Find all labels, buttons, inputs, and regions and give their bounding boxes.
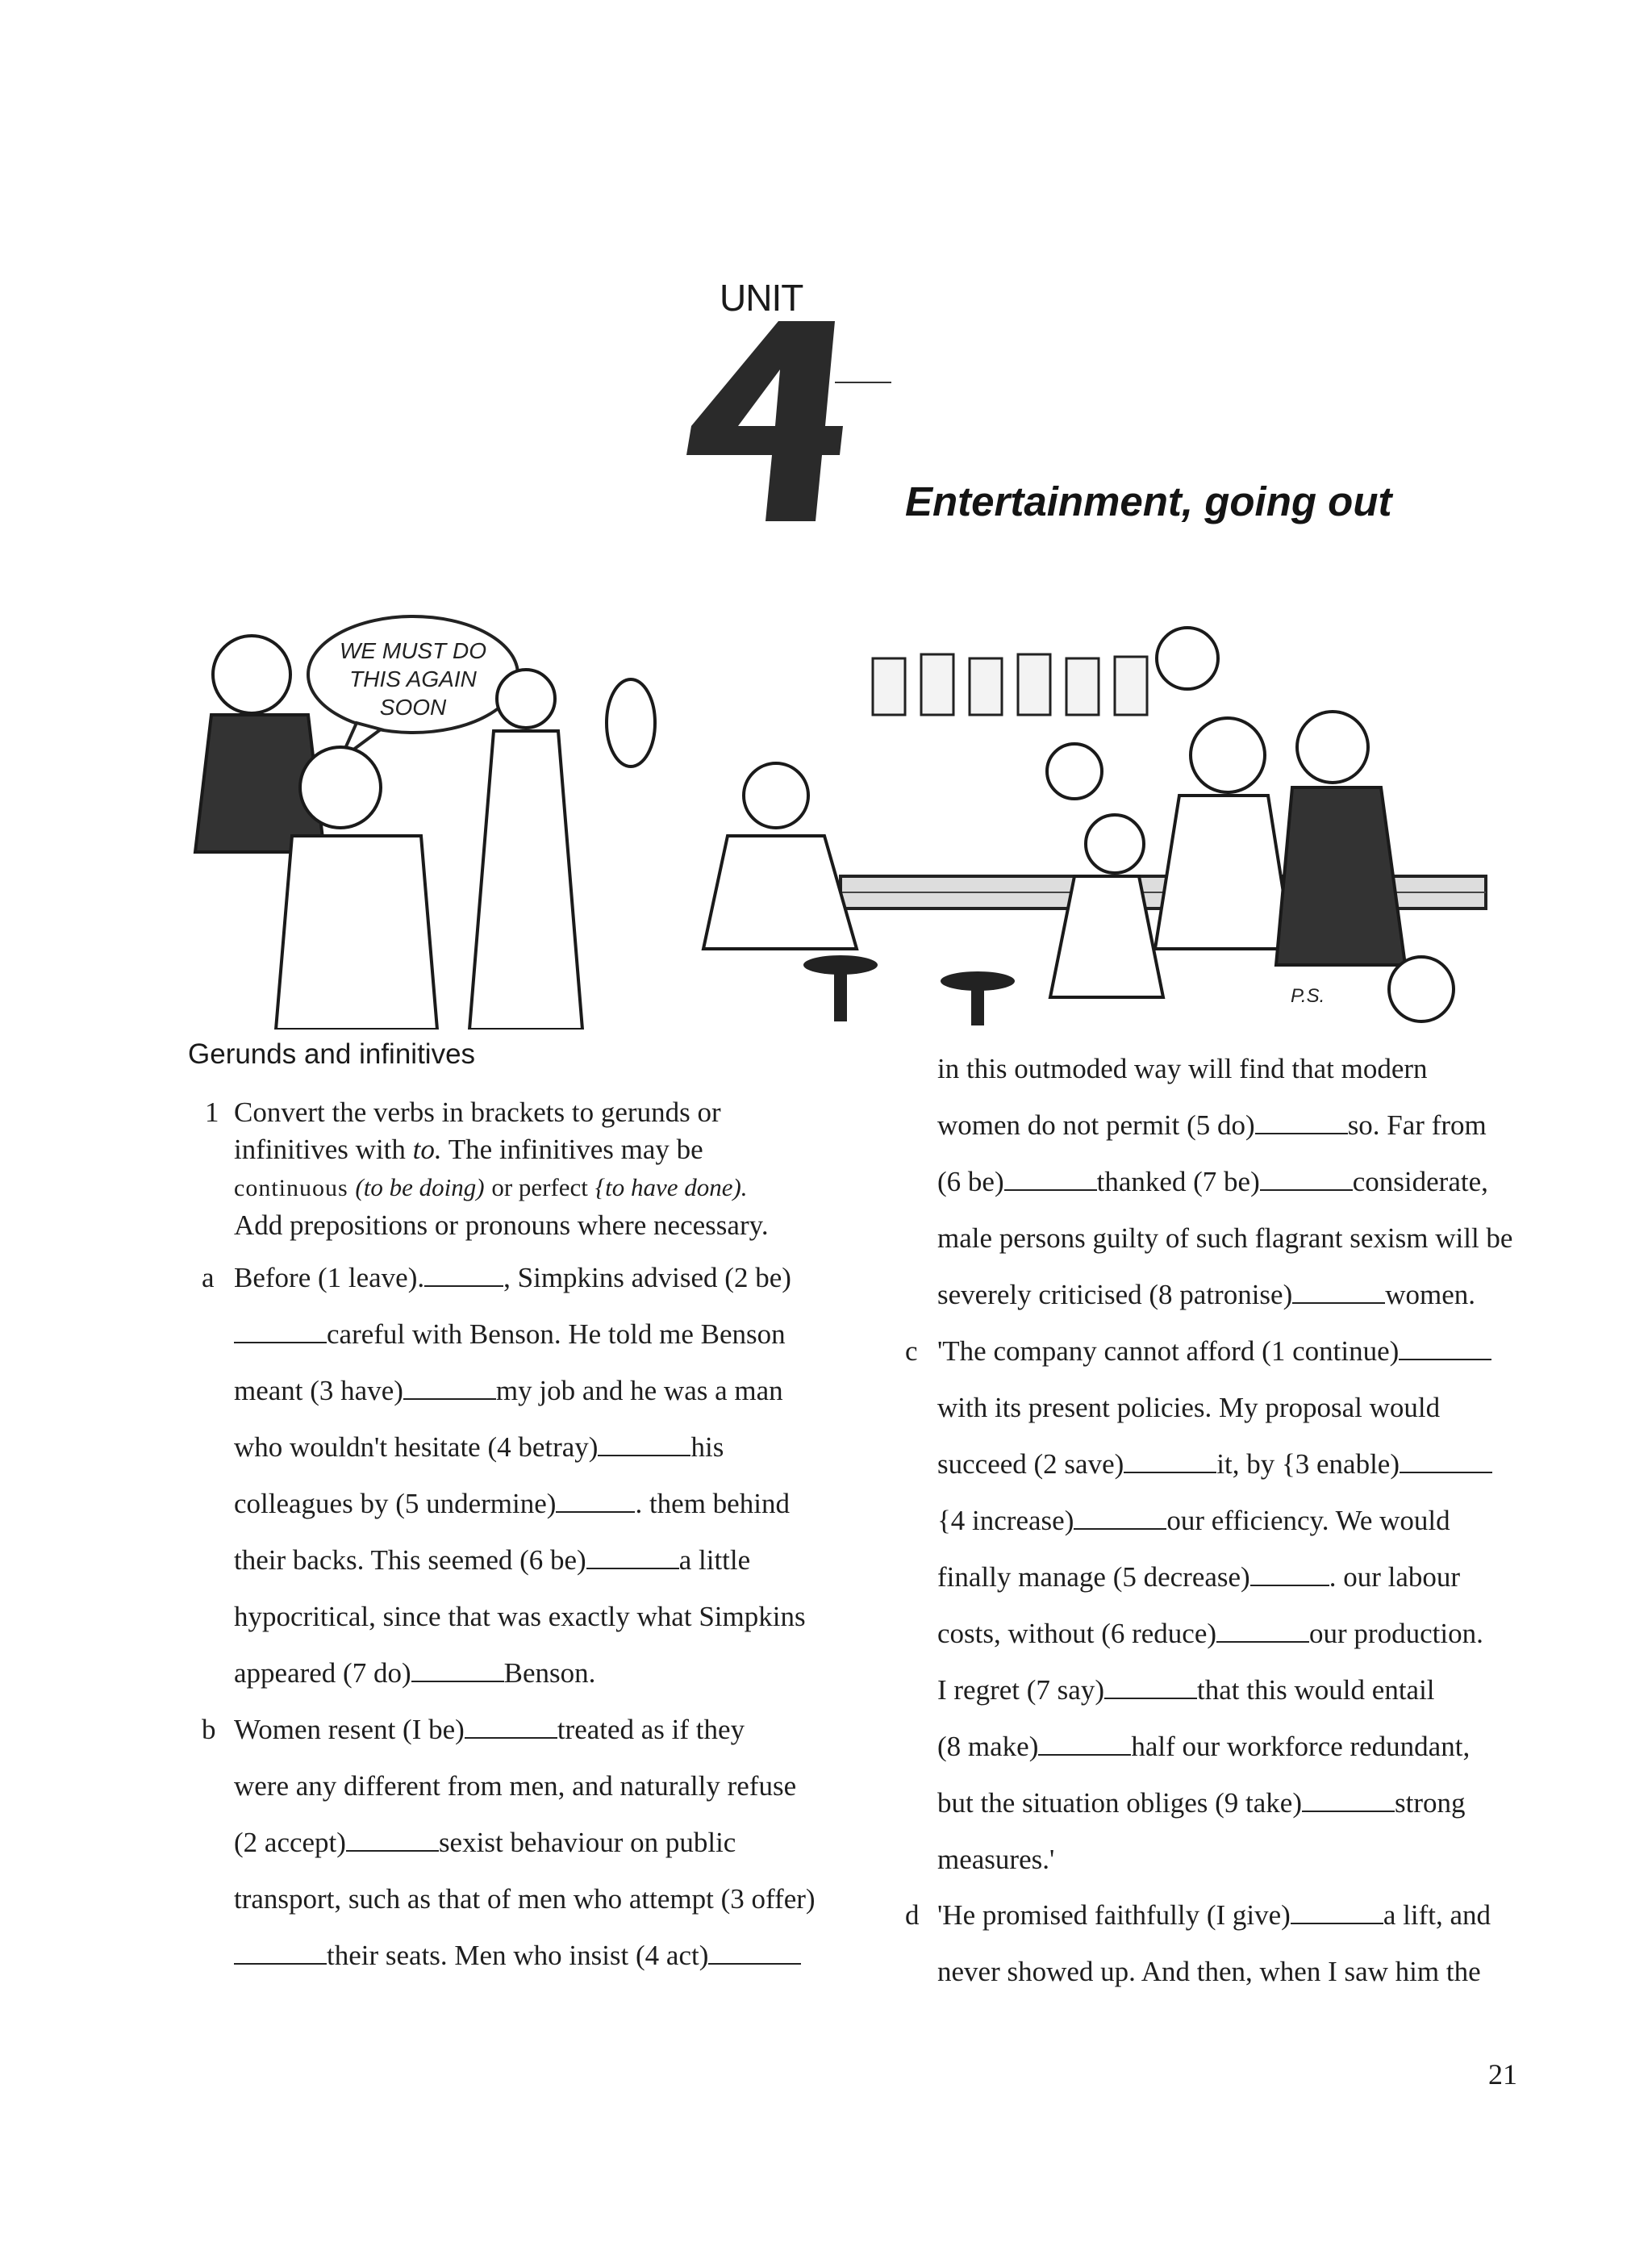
item-b-continued: in this outmoded way will find that modern women do not permit (5 do) so. Far from (6 be) thanked (7 be) considerate, male persons guilty of such flagrant sexism will be severely criticised (8 patronise) women.	[937, 1053, 1513, 1310]
section-heading: Gerunds and infinitives	[188, 1038, 476, 1070]
exercise-instructions	[194, 1094, 855, 1244]
item-letter-a: a	[202, 1262, 215, 1293]
bar-party-cartoon	[179, 610, 1496, 1030]
page-number: 21	[1488, 2058, 1517, 2090]
item-letter-d: d	[905, 1899, 920, 1931]
blank-field[interactable]	[1004, 1188, 1097, 1191]
item-d: d 'He promised faithfully (I give) a lift, and never showed up. And then, when I saw him the	[937, 1887, 1550, 2000]
blank-field[interactable]	[556, 1510, 635, 1513]
blank-field[interactable]	[708, 1962, 801, 1965]
unit-title: Entertainment, going out	[905, 478, 1392, 524]
unit-label: UNIT	[720, 277, 803, 319]
blank-field[interactable]	[1074, 1527, 1166, 1530]
blank-field[interactable]	[346, 1849, 439, 1852]
blank-field[interactable]	[1260, 1188, 1353, 1191]
blank-field[interactable]	[234, 1341, 327, 1343]
instruction-line-1: Convert the verbs in brackets to gerunds or	[234, 1096, 721, 1128]
blank-field[interactable]	[1250, 1584, 1329, 1586]
blank-field[interactable]	[403, 1397, 496, 1400]
item-letter-b: b	[202, 1714, 216, 1745]
blank-field[interactable]	[1399, 1358, 1491, 1360]
unit-number-graphic	[682, 305, 891, 547]
bubble-line-3: SOON	[379, 695, 447, 720]
blank-field[interactable]	[465, 1736, 557, 1739]
bubble-line-2: THIS AGAIN	[349, 666, 477, 691]
blank-field[interactable]	[1255, 1132, 1348, 1134]
blank-field[interactable]	[1038, 1753, 1131, 1756]
blank-field[interactable]	[1104, 1697, 1197, 1699]
blank-field[interactable]	[1302, 1810, 1395, 1812]
blank-field[interactable]	[234, 1962, 327, 1965]
bubble-line-1: WE MUST DO	[340, 638, 486, 663]
blank-field[interactable]	[598, 1454, 690, 1456]
item-c: c 'The company cannot afford (1 continue) with its present policies. My proposal would succeed (2 save) it, by {3 enable) {4 increase) our efficiency. We would finally manage (5 decrease) . our labour costs, without (6 reduce) our production. I regret (7 say) that this would entail (8 make) half our workforce redundant, but the situation obliges (9 take) strong measures.'	[937, 1323, 1550, 1888]
item-letter-c: c	[905, 1335, 918, 1367]
blank-field[interactable]	[1400, 1471, 1492, 1473]
blank-field[interactable]	[411, 1680, 504, 1682]
item-a: a Before (1 leave). , Simpkins advised (2 be) careful with Benson. He told me Benson meant (3 have) my job and he was a man who wouldn't hesitate (4 betray) his colleagues by (5 undermine) . them behind their backs. This seemed (6 be) a little hypocritical, since that was exactly what Simpkins appeared (7 do) Benson.	[234, 1250, 871, 1702]
instruction-line-3: continuous (to be doing) or perfect {to have done).	[234, 1173, 748, 1201]
exercise-number: 1	[205, 1096, 219, 1128]
artist-signature: P.S.	[1291, 985, 1325, 1007]
instruction-line-2: infinitives with to. The infinitives may be	[234, 1134, 703, 1165]
blank-field[interactable]	[1291, 1922, 1383, 1924]
blank-field[interactable]	[424, 1284, 503, 1287]
blank-field[interactable]	[586, 1567, 679, 1569]
blank-field[interactable]	[1216, 1640, 1309, 1643]
item-b: b Women resent (I be) treated as if they were any different from men, and naturally refuse (2 accept) sexist behaviour on public transport, such as that of men who attempt (3 offer) their seats. Men who insist (4 act)	[234, 1702, 871, 1984]
blank-field[interactable]	[1124, 1471, 1216, 1473]
instruction-line-4: Add prepositions or pronouns where necessary.	[234, 1209, 769, 1241]
blank-field[interactable]	[1292, 1301, 1385, 1304]
